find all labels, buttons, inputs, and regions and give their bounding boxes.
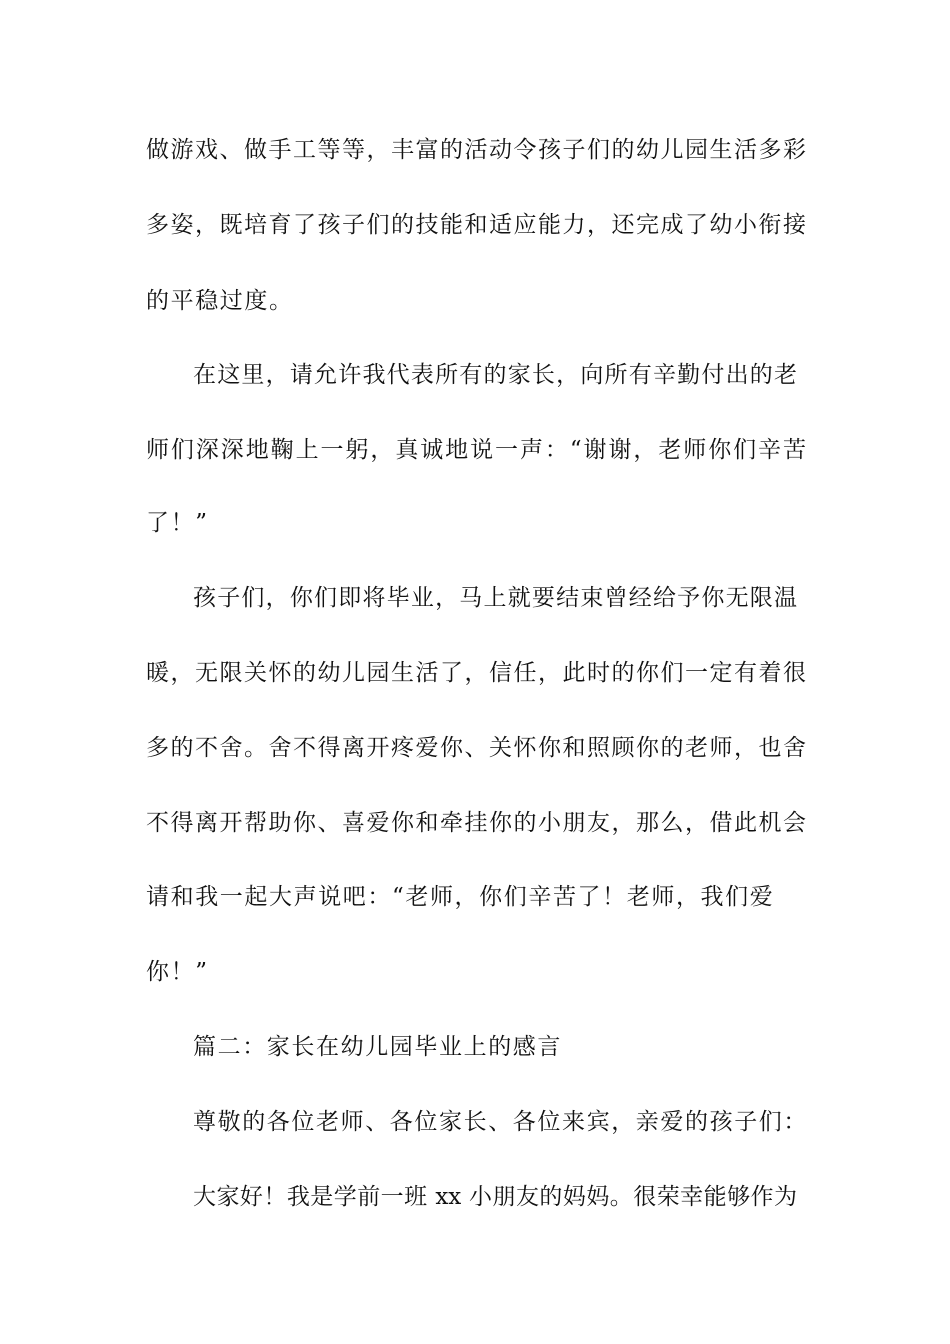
paragraph-line: 不得离开帮助你、喜爱你和牵挂你的小朋友，那么，借此机会 [146, 810, 806, 836]
paragraph-line: 在这里，请允许我代表所有的家长，向所有辛勤付出的老 [193, 362, 797, 388]
section-heading: 篇二：家长在幼儿园毕业上的感言 [193, 1034, 562, 1060]
paragraph-line: 大家好！我是学前一班 xx 小朋友的妈妈。很荣幸能够作为 [193, 1184, 797, 1210]
paragraph-line: 师们深深地鞠上一躬，真诚地说一声：“谢谢，老师你们辛苦 [146, 437, 806, 463]
paragraph-line: 多的不舍。舍不得离开疼爱你、关怀你和照顾你的老师，也舍 [146, 735, 806, 761]
paragraph-line: 请和我一起大声说吧：“老师，你们辛苦了！老师，我们爱 [146, 884, 775, 910]
greeting-line: 尊敬的各位老师、各位家长、各位来宾，亲爱的孩子们： [193, 1109, 808, 1135]
paragraph-line: 多姿，既培育了孩子们的技能和适应能力，还完成了幼小衔接 [146, 212, 806, 238]
paragraph-line: 了！” [146, 510, 209, 536]
paragraph-line: 做游戏、做手工等等，丰富的活动令孩子们的幼儿园生活多彩 [146, 137, 806, 163]
paragraph-line: 孩子们，你们即将毕业，马上就要结束曾经给予你无限温 [193, 585, 797, 611]
paragraph-line: 暖，无限关怀的幼儿园生活了，信任，此时的你们一定有着很 [146, 660, 806, 686]
paragraph-line: 的平稳过度。 [146, 288, 294, 314]
paragraph-line: 你！” [146, 959, 209, 985]
